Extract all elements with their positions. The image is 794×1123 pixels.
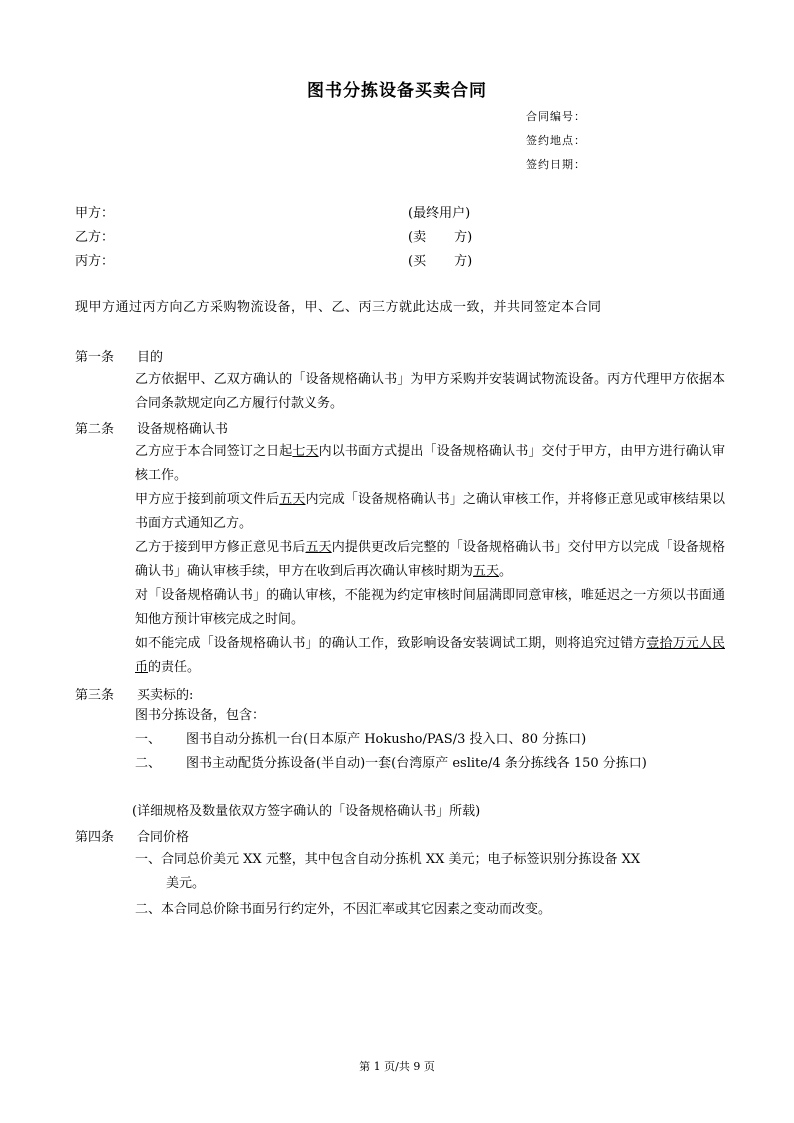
text-run: 乙方应于本合同签订之日起 [135,444,293,459]
party-a-label: 甲方： [75,206,115,221]
article-4-heading [75,826,189,845]
article-3-item-1: 图书自动分拣机一台(日本原产 Hokusho/PAS/3 投入口、80 分拣口) [186,732,587,747]
text-run: 内以书面方式提出「设备规格确认书」交付于甲方，由甲方进行确认审核工作。 [135,444,725,483]
intro-paragraph: 现甲方通过丙方向乙方采购物流设备，甲、乙、丙三方就此达成一致，并共同签定本合同 [75,300,602,315]
text-run: 。 [499,564,513,579]
party-c-role-a: (买 [408,254,427,269]
article-3-intro: 图书分拣设备，包含： [135,708,266,723]
article-1-title: 目的 [137,350,164,365]
text-run: 如不能完成「设备规格确认书」的确认工作，致影响设备安装调试工期，则将追究过错方 [135,636,647,651]
article-2-para-2 [135,488,725,536]
deadline-underlined: 五天 [473,564,500,579]
article-3-item-2-number: 二、 [135,756,162,771]
article-2-para-1 [135,440,725,488]
deadline-underlined: 五天 [305,540,332,555]
article-3-item-1-number: 一、 [135,732,162,747]
article-2-number: 第二条 [75,422,115,437]
article-1-text: 乙方依据甲、乙双方确认的「设备规格确认书」为甲方采购并安装调试物流设备。丙方代理甲方依据本合同条款规定向乙方履行付款义务。 [135,372,725,411]
party-b-label: 乙方： [75,230,115,245]
document-title: 图书分拣设备买卖合同 [307,81,487,101]
text-run: 内完成「设备规格确认书」之确认审核工作，并将修正意见或审核结果以书面方式通知乙方。 [135,492,725,531]
article-3-heading [75,684,193,703]
text-run: 甲方应于接到前项文件后 [135,492,280,507]
party-a-role: (最终用户) [408,206,471,221]
article-4-item-2: 二、本合同总价除书面另行约定外，不因汇率或其它因素之变动而改变。 [135,902,552,917]
party-c-label: 丙方： [75,254,115,269]
article-2-heading [75,418,228,437]
sign-date-label: 签约日期： [526,158,586,171]
article-3-note: (详细规格及数量依双方签字确认的「设备规格确认书」所载) [132,804,481,819]
party-c-role [408,250,472,269]
contract-number-label: 合同编号： [526,110,586,123]
article-2-para-4: 对「设备规格确认书」的确认审核，不能视为约定审核时间届满即同意审核，唯延迟之一方须以书面通知他方预计审核完成之时间。 [135,588,725,627]
text-run: 内提供更改后完整的「设备规格确认书」交付甲方以完成「设备规格确认书」确认审核手续，甲方在收到后再次确认审核时期为 [135,540,725,579]
article-2-title: 设备规格确认书 [137,422,229,437]
page-footer: 第 1 页/共 9 页 [359,1060,435,1073]
penalty-amount-underlined: 壹拾万元人民币 [135,636,725,675]
party-b-role-a: (卖 [408,230,427,245]
party-b-role-b: 方) [454,230,473,245]
article-3-title: 买卖标的: [137,688,194,703]
article-3-item-2: 图书主动配货分拣设备(半自动)一套(台湾原产 eslite/4 条分拣线各 150 分拣口) [186,756,647,771]
article-4-title: 合同价格 [137,830,190,845]
text-run: 乙方于接到甲方修正意见书后 [135,540,306,555]
article-2-para-5 [135,632,725,680]
party-c-role-b: 方) [454,254,473,269]
article-1-heading [75,346,163,365]
deadline-underlined: 五天 [279,492,306,507]
deadline-underlined: 七天 [292,444,319,459]
article-1-number: 第一条 [75,350,115,365]
sign-place-label: 签约地点： [526,134,586,147]
article-4-number: 第四条 [75,830,115,845]
party-b-role [408,226,472,245]
text-run: 的责任。 [148,660,201,675]
article-4-item-1-line-2: 美元。 [166,876,206,891]
article-4-item-1-line-1: 一、合同总价美元 XX 元整，其中包含自动分拣机 XX 美元；电子标签识别分拣设备 XX [135,852,641,867]
article-3-number: 第三条 [75,688,115,703]
article-2-para-3 [135,536,725,584]
